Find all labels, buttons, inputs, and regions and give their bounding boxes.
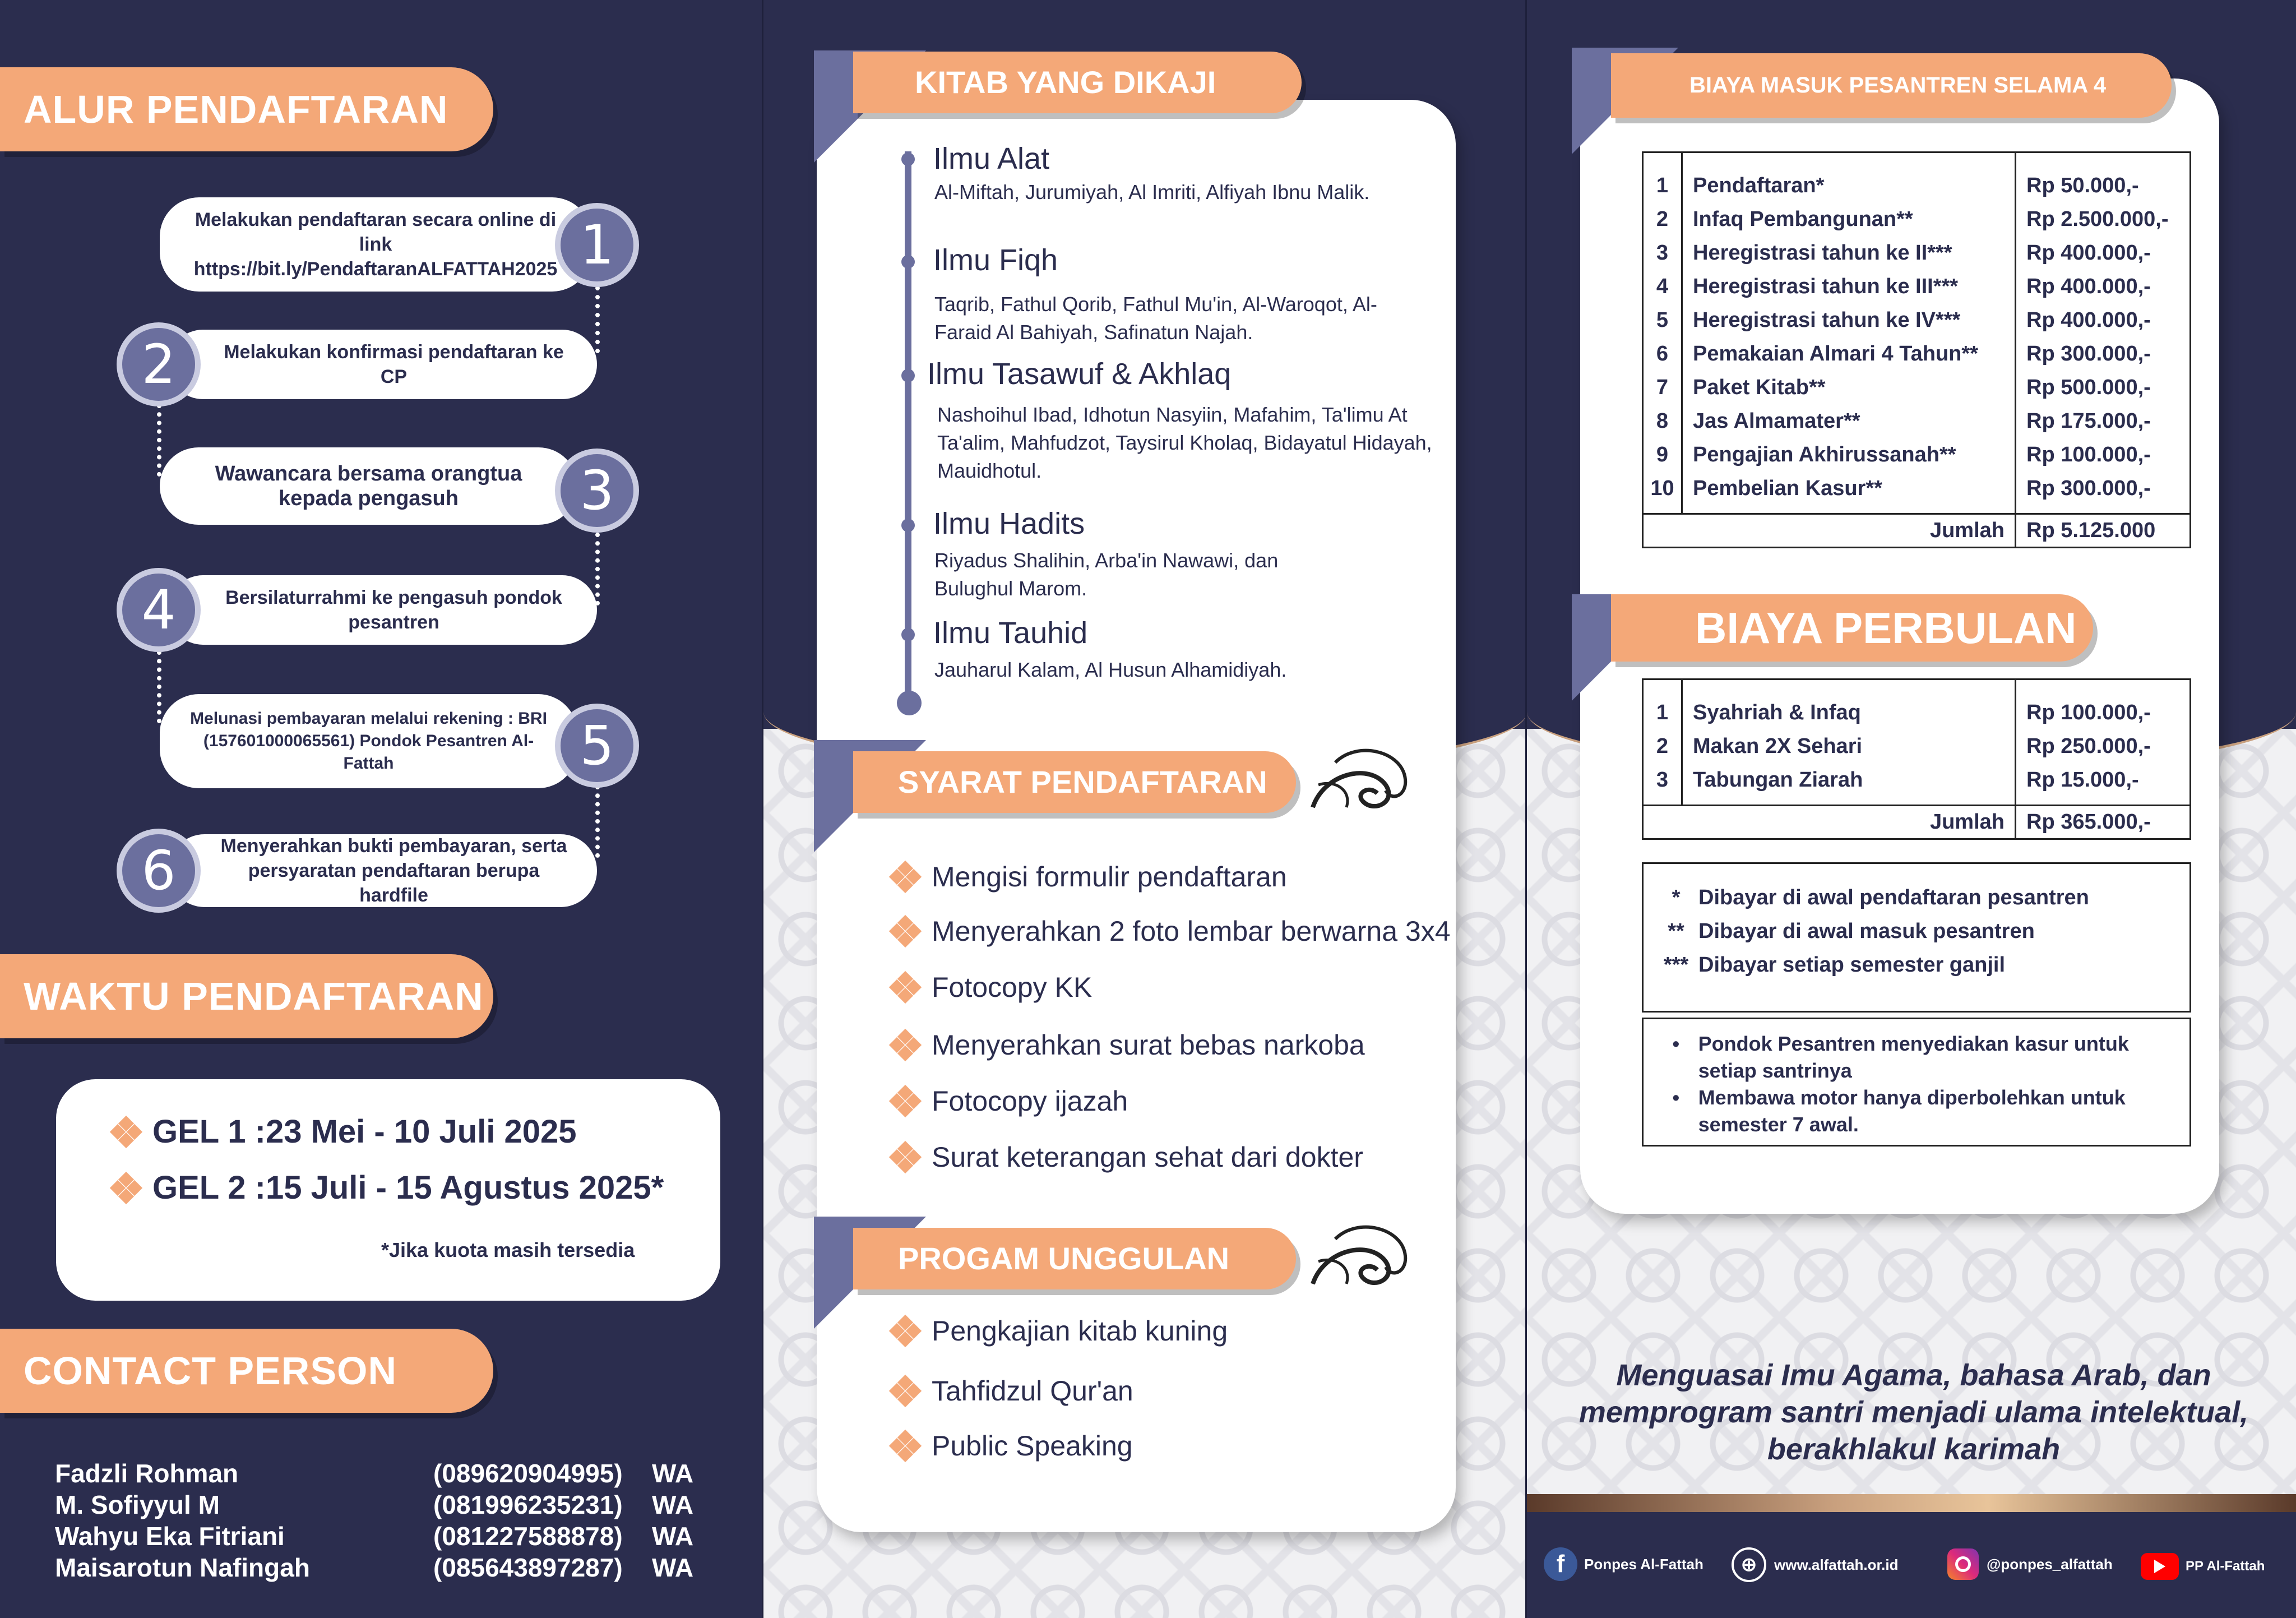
cell-price: Rp 175.000,- (2026, 409, 2151, 433)
cell-price: Rp 15.000,- (2026, 768, 2139, 792)
step-4-number: 4 (117, 568, 201, 652)
kitab-item-title: Ilmu Tauhid (933, 616, 1088, 650)
cell-price: Rp 50.000,- (2026, 174, 2139, 197)
contact-title: CONTACT PERSON (0, 1329, 493, 1413)
timeline-line (905, 151, 911, 704)
step-6-text: Menyerahkan bukti pembayaran, serta persyaratan pendaftaran berupa hardfile (168, 834, 597, 907)
web-label: www.alfattah.or.id (1774, 1556, 1899, 1573)
biaya-masuk-table (1642, 151, 2191, 548)
program-item-text: Tahfidzul Qur'an (932, 1375, 1133, 1407)
info-text: Membawa motor hanya diperbolehkan untuk semester 7 awal. (1698, 1086, 2126, 1136)
syarat-item (891, 915, 1451, 947)
biaya-bulan-table (1642, 678, 2191, 840)
table-row (1643, 438, 2191, 472)
connector (595, 533, 600, 605)
connector (157, 404, 161, 477)
diamond-bullet-icon (891, 1031, 919, 1059)
table-row (1643, 338, 2191, 371)
contact-app: WA (652, 1522, 694, 1551)
info-box (1642, 1018, 2191, 1147)
syarat-item (891, 971, 1092, 1004)
info-bullet: • Membawa motor hanya diperbolehkan untuk semester 7 awal. (1654, 1084, 2178, 1138)
diamond-bullet-icon (891, 973, 919, 1001)
cell-no: 3 (1643, 764, 1682, 797)
social-web[interactable] (1732, 1547, 1899, 1582)
biaya-bulan-title: BIAYA PERBULAN (1611, 594, 2093, 662)
contact-phone[interactable]: (089620904995) (433, 1459, 623, 1488)
ornament-swirl-icon (1302, 740, 1414, 824)
kitab-item-title: Ilmu Alat (933, 142, 1050, 175)
program-item (891, 1375, 1133, 1407)
syarat-item (891, 1085, 1128, 1117)
cell-price: Rp 100.000,- (2026, 701, 2151, 724)
cell-price: Rp 100.000,- (2026, 443, 2151, 466)
cell-no: 7 (1643, 371, 1682, 405)
social-facebook[interactable] (1544, 1547, 1704, 1581)
syarat-item-text: Menyerahkan 2 foto lembar berwarna 3x4 (932, 916, 1451, 947)
note-mark: * (1672, 886, 1681, 909)
connector (157, 650, 161, 723)
panel-middle (763, 0, 1527, 1618)
total-value: Rp 5.125.000 (2026, 519, 2156, 542)
waktu-card (56, 1079, 720, 1301)
syarat-item (891, 1029, 1365, 1061)
cell-price: Rp 400.000,- (2026, 308, 2151, 332)
contact-list (55, 1458, 728, 1583)
connector (595, 286, 600, 353)
step-2-text: Melakukan konfirmasi pendaftaran ke CP (168, 330, 597, 399)
syarat-item (891, 1141, 1363, 1173)
cell-no: 9 (1643, 438, 1682, 472)
kitab-item-title: Ilmu Fiqh (933, 243, 1058, 277)
cell-no: 2 (1643, 730, 1682, 764)
gel-2 (112, 1169, 664, 1206)
diamond-bullet-icon (112, 1118, 140, 1146)
panel-right (1527, 0, 2296, 1618)
note-row (1654, 881, 2189, 914)
contact-row (55, 1552, 728, 1583)
cell-item: Infaq Pembangunan** (1682, 203, 2016, 237)
social-youtube[interactable] (2141, 1553, 2265, 1580)
cell-no: 4 (1643, 270, 1682, 304)
table-row (1643, 696, 2191, 730)
contact-phone[interactable]: (081996235231) (433, 1490, 623, 1519)
ornament-swirl-icon (1302, 1217, 1414, 1301)
table-spacer (1643, 152, 2191, 169)
cell-item: Pembelian Kasur** (1682, 472, 2016, 506)
cell-item: Pendaftaran* (1682, 169, 2016, 203)
contact-row (55, 1520, 728, 1552)
cell-item: Heregistrasi tahun ke III*** (1682, 270, 2016, 304)
contact-name: Wahyu Eka Fitriani (55, 1522, 285, 1551)
step-6-number: 6 (117, 829, 201, 913)
facebook-label: Ponpes Al-Fattah (1584, 1555, 1704, 1573)
note-text: Dibayar di awal masuk pesantren (1698, 919, 2035, 943)
total-value: Rp 365.000,- (2026, 810, 2151, 834)
program-item (891, 1315, 1228, 1347)
step-2-number: 2 (117, 322, 201, 406)
cell-price: Rp 400.000,- (2026, 275, 2151, 298)
table-total-row (1643, 806, 2191, 839)
table-row (1643, 270, 2191, 304)
table-spacer (1643, 679, 2191, 696)
syarat-item (891, 861, 1287, 893)
cell-no: 1 (1643, 169, 1682, 203)
note-mark: *** (1663, 953, 1689, 977)
table-row (1643, 405, 2191, 438)
total-label: Jumlah (1643, 806, 2016, 839)
cell-price: Rp 250.000,- (2026, 734, 2151, 758)
contact-app: WA (652, 1490, 694, 1519)
table-row (1643, 304, 2191, 338)
table-total-row (1643, 514, 2191, 548)
cell-price: Rp 2.500.000,- (2026, 207, 2169, 231)
diamond-bullet-icon (891, 863, 919, 891)
gel-1-text: GEL 1 :23 Mei - 10 Juli 2025 (152, 1113, 577, 1150)
diamond-bullet-icon (891, 1377, 919, 1405)
instagram-icon (1947, 1548, 1979, 1580)
syarat-item-text: Fotocopy KK (932, 972, 1093, 1003)
kitab-item-desc: Taqrib, Fathul Qorib, Fathul Mu'in, Al-Waroqot, Al-Faraid Al Bahiyah, Safinatun Najah. (934, 293, 1377, 344)
contact-name: Fadzli Rohman (55, 1459, 239, 1488)
youtube-label: PP Al-Fattah (2186, 1559, 2265, 1574)
cell-price: Rp 500.000,- (2026, 376, 2151, 399)
cell-item: Paket Kitab** (1682, 371, 2016, 405)
note-row (1654, 948, 2189, 982)
diamond-bullet-icon (112, 1174, 140, 1202)
cell-price: Rp 400.000,- (2026, 241, 2151, 265)
globe-icon: ⊕ (1732, 1547, 1766, 1582)
program-item (891, 1430, 1133, 1462)
kitab-title: KITAB YANG DIKAJI (853, 52, 1302, 113)
gel-2-text: GEL 2 :15 Juli - 15 Agustus 2025* (152, 1169, 664, 1206)
panel-left (0, 0, 763, 1618)
cell-item: Heregistrasi tahun ke IV*** (1682, 304, 2016, 338)
instagram-label: @ponpes_alfattah (1987, 1555, 2113, 1573)
cell-price: Rp 300.000,- (2026, 477, 2151, 500)
step-3-text: Wawancara bersama orangtua kepada pengasuh (160, 447, 577, 525)
cell-no: 10 (1643, 472, 1682, 506)
step-5-number: 5 (555, 704, 639, 788)
gold-stripe (1527, 1494, 2296, 1512)
diamond-bullet-icon (891, 1143, 919, 1171)
table-row (1643, 472, 2191, 506)
cell-no: 5 (1643, 304, 1682, 338)
note-row (1654, 914, 2189, 948)
contact-app: WA (652, 1459, 694, 1488)
program-title: PROGAM UNGGULAN (853, 1228, 1296, 1289)
step-5-text: Melunasi pembayaran melalui rekening : BRI (157601000065561) Pondok Pesantren Al-Fattah (160, 694, 577, 788)
cell-price: Rp 300.000,- (2026, 342, 2151, 366)
step-1-text: Melakukan pendaftaran secara online di link https://bit.ly/PendaftaranALFATTAH2025 (160, 197, 591, 292)
program-item-text: Public Speaking (932, 1430, 1133, 1462)
cell-item: Syahriah & Infaq (1682, 696, 2016, 730)
timeline-dot (901, 519, 915, 532)
cell-no: 2 (1643, 203, 1682, 237)
step-1-number: 1 (555, 203, 639, 287)
contact-row (55, 1489, 728, 1520)
motto: Menguasai Imu Agama, bahasa Arab, dan memprogram santri menjadi ulama intelektual, berakhlakul karimah (1578, 1358, 2249, 1466)
contact-phone[interactable]: (085643897287) (433, 1553, 623, 1582)
connector (595, 785, 600, 858)
table-row (1643, 203, 2191, 237)
cell-item: Jas Almamater** (1682, 405, 2016, 438)
youtube-icon (2141, 1553, 2179, 1580)
contact-phone[interactable]: (081227588878) (433, 1522, 623, 1551)
cell-no: 8 (1643, 405, 1682, 438)
step-4-text: Bersilaturrahmi ke pengasuh pondok pesantren (168, 575, 597, 645)
cell-item: Heregistrasi tahun ke II*** (1682, 237, 2016, 270)
social-instagram[interactable] (1947, 1548, 2113, 1580)
timeline-dot (901, 255, 915, 269)
table-spacer (1643, 506, 2191, 514)
alur-title: ALUR PENDAFTARAN (0, 67, 493, 151)
table-row (1643, 237, 2191, 270)
timeline-dot (901, 152, 915, 166)
note-mark: ** (1668, 919, 1684, 943)
facebook-icon: f (1544, 1547, 1577, 1581)
cell-no: 1 (1643, 696, 1682, 730)
cell-item: Tabungan Ziarah (1682, 764, 2016, 797)
kitab-item-desc: Al-Miftah, Jurumiyah, Al Imriti, Alfiyah Ibnu Malik. (934, 181, 1370, 204)
kitab-item-desc: Jauharul Kalam, Al Husun Alhamidiyah. (934, 658, 1287, 681)
timeline-dot (901, 628, 915, 641)
contact-row (55, 1458, 728, 1489)
table-spacer (1643, 797, 2191, 806)
syarat-title: SYARAT PENDAFTARAN (853, 751, 1296, 813)
cell-item: Pengajian Akhirussanah** (1682, 438, 2016, 472)
kitab-item-desc: Nashoihul Ibad, Idhotun Nasyiin, Mafahim, Ta'limu At Ta'alim, Mahfudzot, Taysirul Kholaq, Bidayatul Hidayah, Mauidhotul. (937, 403, 1432, 482)
timeline-dot (901, 369, 915, 382)
cell-no: 3 (1643, 237, 1682, 270)
table-row (1643, 730, 2191, 764)
waktu-title: WAKTU PENDAFTARAN (0, 954, 493, 1038)
contact-name: M. Sofiyyul M (55, 1490, 220, 1519)
cell-item: Makan 2X Sehari (1682, 730, 2016, 764)
diamond-bullet-icon (891, 1317, 919, 1345)
info-text: Pondok Pesantren menyediakan kasur untuk setiap santrinya (1698, 1032, 2129, 1082)
kitab-item-desc: Riyadus Shalihin, Arba'in Nawawi, dan Bulughul Marom. (934, 549, 1279, 600)
note-text: Dibayar di awal pendaftaran pesantren (1698, 886, 2089, 909)
diamond-bullet-icon (891, 1087, 919, 1115)
syarat-item-text: Fotocopy ijazah (932, 1085, 1128, 1117)
info-bullet: • Pondok Pesantren menyediakan kasur untuk setiap santrinya (1654, 1030, 2178, 1084)
program-item-text: Pengkajian kitab kuning (932, 1315, 1228, 1347)
note-text: Dibayar setiap semester ganjil (1698, 953, 2006, 977)
notes-box (1642, 862, 2191, 1013)
contact-app: WA (652, 1553, 694, 1582)
cell-no: 6 (1643, 338, 1682, 371)
total-label: Jumlah (1643, 514, 2016, 548)
table-row (1643, 764, 2191, 797)
syarat-item-text: Surat keterangan sehat dari dokter (932, 1141, 1363, 1173)
cell-item: Pemakaian Almari 4 Tahun** (1682, 338, 2016, 371)
kitab-item-title: Ilmu Hadits (933, 507, 1085, 540)
step-3-number: 3 (555, 449, 639, 533)
diamond-bullet-icon (891, 1432, 919, 1460)
table-row (1643, 371, 2191, 405)
kitab-item-title: Ilmu Tasawuf & Akhlaq (927, 357, 1232, 391)
table-row (1643, 169, 2191, 203)
timeline-end (897, 691, 922, 715)
syarat-item-text: Mengisi formulir pendaftaran (932, 861, 1287, 893)
contact-name: Maisarotun Nafingah (55, 1553, 310, 1582)
diamond-bullet-icon (891, 917, 919, 945)
gel-1 (112, 1113, 577, 1150)
waktu-note: *Jika kuota masih tersedia (381, 1238, 635, 1261)
biaya-masuk-title: BIAYA MASUK PESANTREN SELAMA 4 TAHUN (1611, 53, 2172, 118)
syarat-item-text: Menyerahkan surat bebas narkoba (932, 1029, 1365, 1061)
